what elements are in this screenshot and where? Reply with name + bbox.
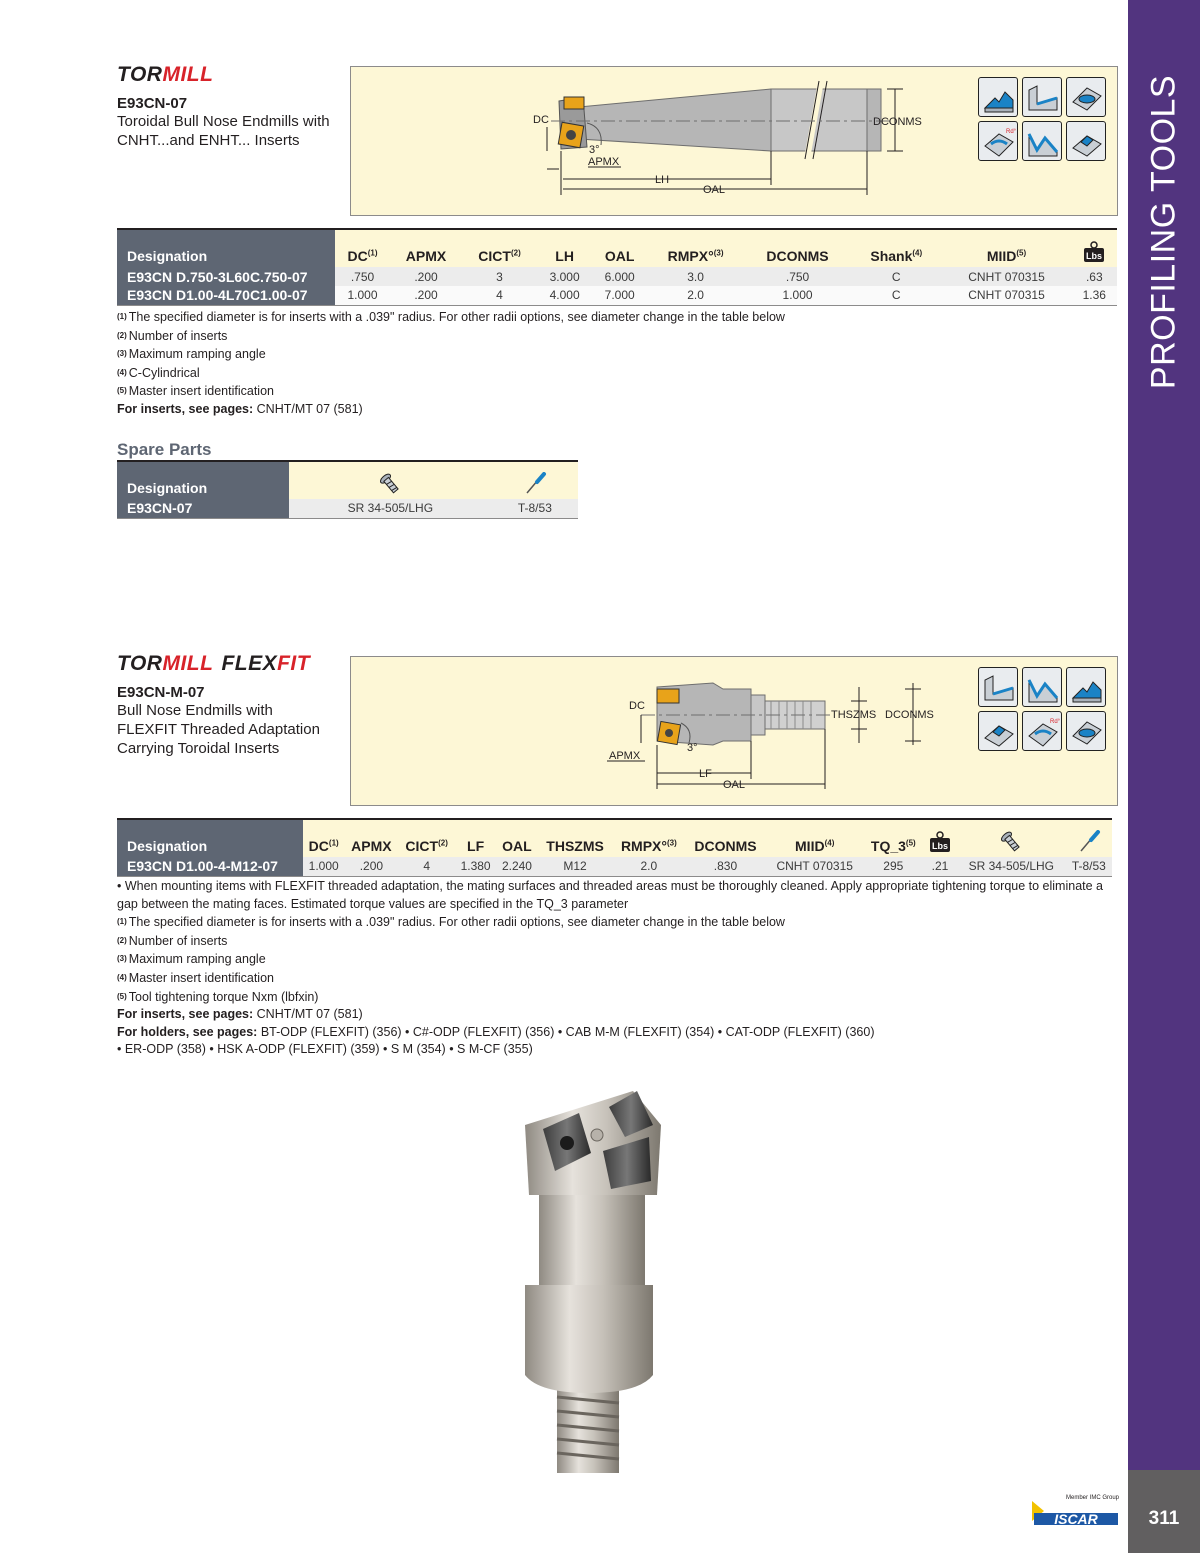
cell-apmx: .200 (390, 286, 462, 305)
weight-icon (928, 830, 952, 854)
key-icon (523, 472, 547, 496)
ramping-icon (1066, 667, 1106, 707)
cell-cict: 4 (462, 286, 537, 305)
step-face-icon (978, 711, 1018, 751)
cell-weight: 1.36 (1072, 286, 1117, 305)
col-weight (923, 819, 957, 857)
col-lf: LF (455, 819, 496, 857)
radius-contour-icon (978, 121, 1018, 161)
svg-text:Lbs: Lbs (931, 841, 948, 851)
product1-drawing-panel (350, 66, 1118, 216)
col-apmx: APMX (344, 819, 398, 857)
footnote: (5) Master insert identification (117, 384, 274, 399)
col-dc: DC$^{(1)}$ (335, 229, 390, 267)
svg-text:3°: 3° (687, 742, 698, 754)
screw-icon (378, 472, 402, 496)
col-cict: CICT$^{(2)}$ (398, 819, 454, 857)
svg-text:3°: 3° (589, 144, 600, 156)
col-shank: Shank$^{(4)}$ (851, 229, 941, 267)
svg-text:DC: DC (533, 114, 549, 126)
cell-screw: SR 34-505/LHG (957, 857, 1066, 876)
cell-lf: 1.380 (455, 857, 496, 876)
v-profile-icon (1022, 667, 1062, 707)
svg-text:LF: LF (699, 768, 712, 780)
tormill-logo: TORMILL (117, 63, 214, 86)
cell-apmx: .200 (344, 857, 398, 876)
cell-designation: E93CN D1.00-4-M12-07 (117, 857, 303, 876)
footnote: (3) Maximum ramping angle (117, 347, 266, 362)
cell-dc: 1.000 (335, 286, 390, 305)
col-key (1066, 819, 1112, 857)
svg-text:Rd°: Rd° (1050, 719, 1061, 725)
cell-shank: C (851, 267, 941, 286)
cell-cict: 4 (398, 857, 454, 876)
screw-icon (999, 830, 1023, 854)
svg-text:DCONMS: DCONMS (885, 709, 934, 721)
section-label: PROFILING TOOLS (1144, 74, 1183, 390)
radius-contour-icon (1022, 711, 1062, 751)
footnote: (3) Maximum ramping angle (117, 952, 266, 967)
col-dc: DC$^{(1)}$ (303, 819, 344, 857)
product1-notes (117, 308, 1117, 419)
cell-dconms: 1.000 (744, 286, 851, 305)
slot-profile-icon (978, 667, 1018, 707)
product2-spec-table (117, 818, 1112, 877)
col-thszms: THSZMS (538, 819, 613, 857)
cell-designation: E93CN D1.00-4L70C1.00-07 (117, 286, 335, 305)
table-row (117, 286, 1117, 305)
cell-dc: 1.000 (303, 857, 344, 876)
cell-rmpx: 2.0 (612, 857, 685, 876)
cell-tq: 295 (864, 857, 923, 876)
key-icon (1077, 830, 1101, 854)
pocket-icon (1066, 711, 1106, 751)
footnote: (1) The specified diameter is for inserts with a .039" radius. For other radii options, see diameter change in the table below (117, 915, 785, 930)
page-number-box (1128, 1470, 1200, 1553)
col-apmx: APMX (390, 229, 462, 267)
cell-key: T-8/53 (1066, 857, 1112, 876)
cell-weight: .63 (1072, 267, 1117, 286)
product1-spec-table (117, 228, 1117, 306)
cell-weight: .21 (923, 857, 957, 876)
footnote: (1) The specified diameter is for inserts with a .039" radius. For other radii options, see diameter change in the table below (117, 310, 785, 324)
spare-row: E93CN-07 SR 34-505/LHG T-8/53 (117, 499, 578, 518)
svg-text:DCONMS: DCONMS (873, 116, 922, 128)
product2-description: Bull Nose Endmills with FLEXFIT Threaded Adaptation Carrying Toroidal Inserts (117, 702, 320, 757)
footnote: (5) Tool tightening torque Nxm (lbfxin) (117, 989, 319, 1004)
col-designation: Designation (117, 819, 303, 857)
cell-shank: C (851, 286, 941, 305)
cell-dconms: .830 (685, 857, 766, 876)
col-designation: Designation (117, 229, 335, 267)
cell-cict: 3 (462, 267, 537, 286)
spare-col-screw (289, 461, 492, 499)
cell-apmx: .200 (390, 267, 462, 286)
col-cict: CICT$^{(2)}$ (462, 229, 537, 267)
product2-inserts-ref: For inserts, see pages: CNHT/MT 07 (581) (117, 1007, 363, 1022)
spare-col-designation: Designation (117, 461, 289, 499)
col-dconms: DCONMS (685, 819, 766, 857)
col-oal: OAL (592, 229, 647, 267)
product2-code: E93CN-M-07 (117, 684, 205, 701)
col-miid: MIID$^{(5)}$ (941, 229, 1071, 267)
svg-text:OAL: OAL (723, 779, 746, 791)
cell-miid: CNHT 070315 (766, 857, 864, 876)
table-row (117, 267, 1117, 286)
svg-text:OAL: OAL (703, 184, 726, 196)
svg-text:APMX: APMX (609, 750, 641, 762)
cell-miid: CNHT 070315 (941, 267, 1071, 286)
col-rmpx: RMPX°$^{(3)}$ (647, 229, 744, 267)
ramping-icon (978, 77, 1018, 117)
table-row (117, 857, 1112, 876)
product2-holders-ref: For holders, see pages: BT-ODP (FLEXFIT) (356) • C#-ODP (FLEXFIT) (356) • CAB M-M (FLEXFIT) (354) • CAT-ODP (FLEXFIT) (360) (117, 1024, 875, 1039)
cell-miid: CNHT 070315 (941, 286, 1071, 305)
flexfit-mounting-note: • When mounting items with FLEXFIT threaded adaptation, the mating surfaces and threaded areas must be thoroughly cleaned. Apply appropriate tightening torque to eliminate a gap between the mating faces. Estimated torque values are specified in the TQ_3 parameter (117, 879, 1103, 911)
product2-drawing-panel (350, 656, 1118, 806)
cell-rmpx: 3.0 (647, 267, 744, 286)
col-weight (1072, 229, 1117, 267)
product1-description: Toroidal Bull Nose Endmills with CNHT...and ENHT... Inserts (117, 113, 330, 149)
product1-inserts-ref: For inserts, see pages: CNHT/MT 07 (581) (117, 401, 363, 416)
col-screw (957, 819, 1066, 857)
product1-code: E93CN-07 (117, 95, 188, 112)
cell-rmpx: 2.0 (647, 286, 744, 305)
footnote: (4) C-Cylindrical (117, 365, 200, 380)
product-photo (505, 1085, 675, 1480)
spare-col-key (492, 461, 578, 499)
col-tq: TQ_3$^{(5)}$ (864, 819, 923, 857)
cell-dc: .750 (335, 267, 390, 286)
cell-oal: 2.240 (496, 857, 537, 876)
product2-holders-ref-cont: • ER-ODP (358) • HSK A-ODP (FLEXFIT) (359) • S M (354) • S M-CF (355) (117, 1042, 533, 1057)
cell-dconms: .750 (744, 267, 851, 286)
iscar-wordmark: ISCAR (1054, 1511, 1098, 1527)
spare-parts-title: Spare Parts (117, 440, 212, 459)
col-oal: OAL (496, 819, 537, 857)
page-number: 311 (1148, 1508, 1180, 1529)
spare-parts-table (117, 460, 578, 519)
svg-text:APMX: APMX (588, 156, 620, 168)
col-rmpx: RMPX°$^{(3)}$ (612, 819, 685, 857)
svg-text:Lbs: Lbs (1086, 251, 1103, 261)
step-face-icon (1066, 121, 1106, 161)
col-lh: LH (537, 229, 592, 267)
v-profile-icon (1022, 121, 1062, 161)
product2-notes (117, 878, 1107, 1059)
svg-text:Rd°: Rd° (1006, 129, 1017, 135)
cell-designation: E93CN D.750-3L60C.750-07 (117, 267, 335, 286)
cell-oal: 7.000 (592, 286, 647, 305)
footnote: (2) Number of inserts (117, 328, 228, 343)
footnote: (4) Master insert identification (117, 970, 274, 985)
tormill-flexfit-logo: TORMILL FLEXFIT (117, 652, 311, 675)
svg-text:LH: LH (655, 174, 670, 186)
cell-oal: 6.000 (592, 267, 647, 286)
svg-text:DC: DC (629, 700, 645, 712)
pocket-icon (1066, 77, 1106, 117)
slot-profile-icon (1022, 77, 1062, 117)
footnote: (2) Number of inserts (117, 933, 228, 948)
cell-lh: 3.000 (537, 267, 592, 286)
col-dconms: DCONMS (744, 229, 851, 267)
cell-lh: 4.000 (537, 286, 592, 305)
svg-text:THSZMS: THSZMS (831, 709, 877, 721)
col-miid: MIID$^{(4)}$ (766, 819, 864, 857)
member-imc-text: Member IMC Group (1066, 1495, 1120, 1501)
weight-icon (1082, 240, 1106, 264)
cell-thszms: M12 (538, 857, 613, 876)
